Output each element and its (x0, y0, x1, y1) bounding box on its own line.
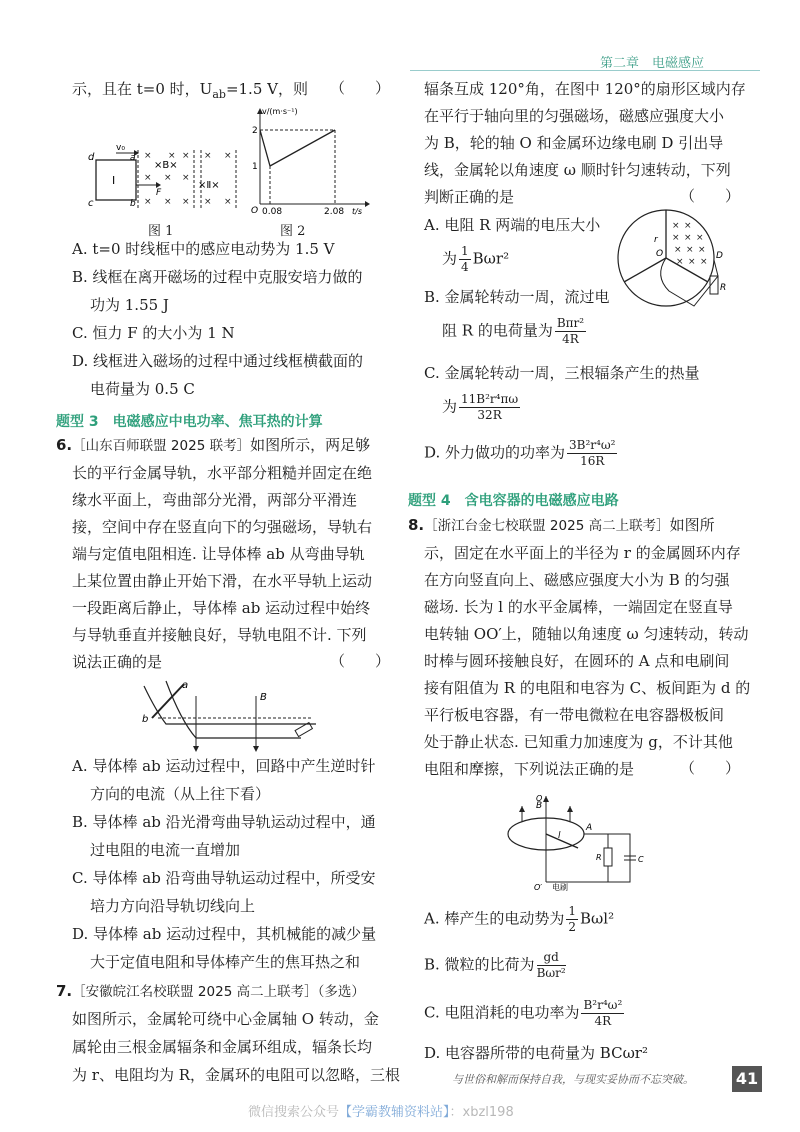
q6-line: 说法正确的是 (72, 653, 163, 671)
q7-line: 为 B，轮的轴 O 和金属环边缘电刷 D 引出导 (424, 134, 724, 152)
q5-top-line: 示，且在 t=0 时，$U_{ab}=1.5$ V，则 (72, 80, 308, 101)
q7-option-C: C. 金属轮转动一周，三根辐条产生的热量 (424, 364, 700, 382)
q6-line: 缘水平面上，弯曲部分光滑，两部分平滑连 (72, 491, 358, 509)
svg-text:×: × (182, 151, 190, 161)
q8-line: 接有阻值为 R 的电阻和电容为 C、板间距为 d 的 (424, 679, 751, 697)
q7-line: 在平行于轴向里的匀强磁场，磁感应强度大小 (424, 107, 725, 125)
q7-line: 线，金属轮以角速度 ω 顺时针匀速转动，下列 (424, 161, 731, 179)
q8-fig-brush: 电刷 (552, 883, 568, 892)
svg-text:×: × (684, 233, 692, 243)
q6-fig-b: b (142, 714, 149, 725)
q6-line: 端与定值电阻相连. 让导体棒 ab 从弯曲导轨 (72, 545, 365, 563)
figure-1-diagram (86, 140, 251, 220)
q6-answer-blank: （ ） (330, 652, 391, 670)
svg-text:×: × (144, 173, 152, 183)
q5-option-C: C. 恒力 F 的大小为 1 N (72, 324, 235, 342)
svg-text:×: × (224, 197, 232, 207)
q6-line: 接，空间中存在竖直向下的匀强磁场，导轨右 (72, 518, 373, 536)
q7-line: 辐条互成 120°角，在图中 120°的扇形区域内存 (424, 80, 746, 98)
footer-motto: 与世俗和解而保持自我，与现实妥协而不忘突破。 (452, 1073, 694, 1086)
svg-text:×: × (688, 257, 696, 267)
svg-text:×: × (684, 221, 692, 231)
q5-answer-blank: （ ） (330, 79, 391, 97)
q7-wheel-diagram (614, 206, 740, 316)
q8-option-A: A. 棒产生的电动势为 $\frac{1}{2}$ Bωl² (424, 904, 615, 934)
fig1-d-label: d (88, 152, 95, 163)
q7-answer-blank: （ ） (680, 187, 741, 205)
q8-line: 在方向竖直向上、磁感应强度大小为 B 的匀强 (424, 571, 730, 589)
svg-text:×: × (182, 173, 190, 183)
fig1-B-label: ×B× (154, 160, 178, 171)
q8-line: 电转轴 OO′上，随轴以角速度 ω 匀速转动，转动 (424, 625, 749, 643)
fig2-y2-label: 2 (252, 126, 258, 136)
section-4-heading: 题型 4 含电容器的电磁感应电路 (408, 493, 619, 509)
q8-answer-blank: （ ） (680, 759, 741, 777)
q8-option-D: D. 电容器所带的电荷量为 BCωr² (424, 1044, 648, 1062)
q7-first-line: 7.［安徽皖江名校联盟 2025 高二上联考］（多选） (56, 982, 365, 1000)
fig1-a-label: a (130, 153, 136, 163)
q6-fig-a: a (182, 680, 189, 691)
q5-option-D-cont: 电荷量为 0.5 C (90, 380, 195, 398)
q5-option-B: B. 线框在离开磁场的过程中克服安培力做的 (72, 268, 363, 286)
svg-text:×: × (144, 151, 152, 161)
q7-option-B: B. 金属轮转动一周，流过电 (424, 288, 610, 306)
q6-line: 长的平行金属导轨，水平部分粗糙并固定在绝 (72, 464, 373, 482)
q5-option-D: D. 线框进入磁场的过程中通过线框横截面的 (72, 352, 364, 370)
q6-line: 与导轨垂直并接触良好，导轨电阻不计. 下列 (72, 626, 367, 644)
q6-rail-diagram (136, 676, 326, 756)
q6-option-B: B. 导体棒 ab 沿光滑弯曲导轨运动过程中，通 (72, 813, 376, 831)
q7-fig-R: R (720, 283, 727, 293)
fig1-v0-label: v₀ (116, 143, 125, 153)
page-number: 41 (735, 1069, 759, 1088)
svg-text:×: × (224, 151, 232, 161)
q8-line: 时棒与圆环接触良好，在圆环的 A 点和电刷间 (424, 652, 730, 670)
q6-option-A-cont: 方向的电流（从上往下看） (90, 785, 271, 803)
q7-option-C-value: 为 $\frac{\text{11B²r⁴πω}}{32R}$ (442, 392, 519, 422)
svg-text:×: × (204, 197, 212, 207)
fig1-c-label: c (88, 198, 94, 209)
q8-line: 平行板电容器，有一带电微粒在电容器极板间 (424, 706, 725, 724)
q6-option-A: A. 导体棒 ab 运动过程中，回路中产生逆时针 (72, 757, 376, 775)
q7-fig-r: r (654, 235, 658, 245)
q6-line: 上某位置由静止开始下滑，在水平导轨上运动 (72, 572, 373, 590)
q8-first-line: 8.［浙江台金七校联盟 2025 高二上联考］如图所 (408, 516, 715, 534)
q6-option-B-cont: 过电阻的电流一直增加 (90, 841, 241, 859)
svg-text:×: × (168, 151, 176, 161)
watermark-line: 微信搜索公众号【学霸教辅资料站】：xbzl198 (248, 1105, 514, 1120)
fig1-region-II: ×Ⅱ× (198, 180, 220, 191)
q8-option-C: C. 电阻消耗的电功率为 $\frac{\text{B²r⁴ω²}}{4R}$ (424, 998, 623, 1028)
chapter-header: 第二章 电磁感应 (600, 56, 705, 71)
fig1-F-label: F (156, 188, 162, 198)
fig2-x1-label: 0.08 (262, 207, 283, 216)
svg-text:×: × (204, 151, 212, 161)
q7-line: 如图所示，金属轮可绕中心金属轴 O 转动，金 (72, 1010, 379, 1028)
q8-fig-C: C (638, 855, 644, 864)
svg-text:×: × (164, 173, 172, 183)
q7-option-A: A. 电阻 R 两端的电压大小 (424, 216, 601, 234)
q5-option-A: A. t=0 时线框中的感应电动势为 1.5 V (72, 240, 335, 258)
page-number-box (732, 1066, 762, 1092)
q8-option-B: B. 微粒的比荷为 $\frac{gd}{\text{Bωr²}}$ (424, 950, 566, 980)
q6-fig-B: B (260, 692, 267, 703)
q8-fig-O: O (536, 794, 543, 803)
svg-text:×: × (182, 197, 190, 207)
fig1-region-I: I (112, 174, 116, 187)
q8-line: 处于静止状态. 已知重力加速度为 g，不计其他 (424, 733, 733, 751)
section-3-heading: 题型 3 电磁感应中电功率、焦耳热的计算 (56, 414, 323, 430)
q6-option-D: D. 导体棒 ab 运动过程中，其机械能的减少量 (72, 925, 377, 943)
header-rule (410, 70, 760, 71)
figure-2-caption: 图 2 (280, 224, 306, 239)
fig2-x2-label: 2.08 (324, 207, 345, 216)
svg-text:×: × (164, 197, 172, 207)
fig2-origin-label: O (251, 206, 259, 216)
q6-option-C: C. 导体棒 ab 沿弯曲导轨运动过程中，所受安 (72, 869, 376, 887)
q8-line: 磁场. 长为 l 的水平金属棒，一端固定在竖直导 (424, 598, 733, 616)
q8-fig-B: B (536, 801, 543, 811)
fig2-y1-label: 1 (252, 162, 258, 172)
svg-text:×: × (700, 257, 708, 267)
q7-fig-O: O (656, 249, 664, 259)
q7-option-B-value: 阻 R 的电荷量为 $\frac{\text{Bπr²}}{4R}$ (442, 316, 585, 346)
q8-fig-l: l (558, 831, 561, 841)
svg-text:×: × (676, 257, 684, 267)
q7-option-D: D. 外力做功的功率为 $\frac{\text{3B²r⁴ω²}}{16R}$ (424, 438, 616, 468)
q8-ring-circuit-diagram (500, 792, 660, 892)
q7-line: 属轮由三根金属辐条和金属环组成，辐条长均 (72, 1038, 373, 1056)
figure-1-caption: 图 1 (148, 224, 174, 239)
svg-text:×: × (696, 233, 704, 243)
q7-fig-D: D (716, 251, 723, 261)
svg-text:×: × (698, 245, 706, 255)
svg-text:×: × (672, 233, 680, 243)
q6-line: 一段距离后静止，导体棒 ab 运动过程中始终 (72, 599, 371, 617)
svg-text:×: × (144, 197, 152, 207)
svg-text:×: × (672, 221, 680, 231)
fig1-b-label: b (130, 199, 136, 209)
q8-fig-A: A (586, 823, 593, 833)
q6-option-C-cont: 培力方向沿导轨切线向上 (90, 897, 256, 915)
q6-first-line: 6.［山东百师联盟 2025 联考］如图所示，两足够 (56, 436, 371, 454)
q8-line: 电阻和摩擦，下列说法正确的是 (424, 760, 635, 778)
q7-line: 为 r、电阻均为 R，金属环的电阻可以忽略，三根 (72, 1066, 401, 1084)
q7-option-A-value: 为 $\frac{1}{4}$ Bωr² (442, 244, 510, 274)
fig2-yaxis-label: v/(m·s⁻¹) (262, 107, 298, 116)
q8-fig-R: R (596, 853, 602, 862)
svg-text:×: × (686, 245, 694, 255)
q8-fig-Oprime: O′ (534, 883, 543, 892)
q8-line: 示，固定在水平面上的半径为 r 的金属圆环内存 (424, 544, 741, 562)
q6-option-D-cont: 大于定值电阻和导体棒产生的焦耳热之和 (90, 953, 361, 971)
q5-option-B-cont: 功为 1.55 J (90, 296, 169, 314)
fig2-xaxis-label: t/s (352, 207, 362, 216)
q7-line: 判断正确的是 (424, 188, 515, 206)
figure-2-graph (240, 104, 370, 216)
svg-text:×: × (674, 245, 682, 255)
